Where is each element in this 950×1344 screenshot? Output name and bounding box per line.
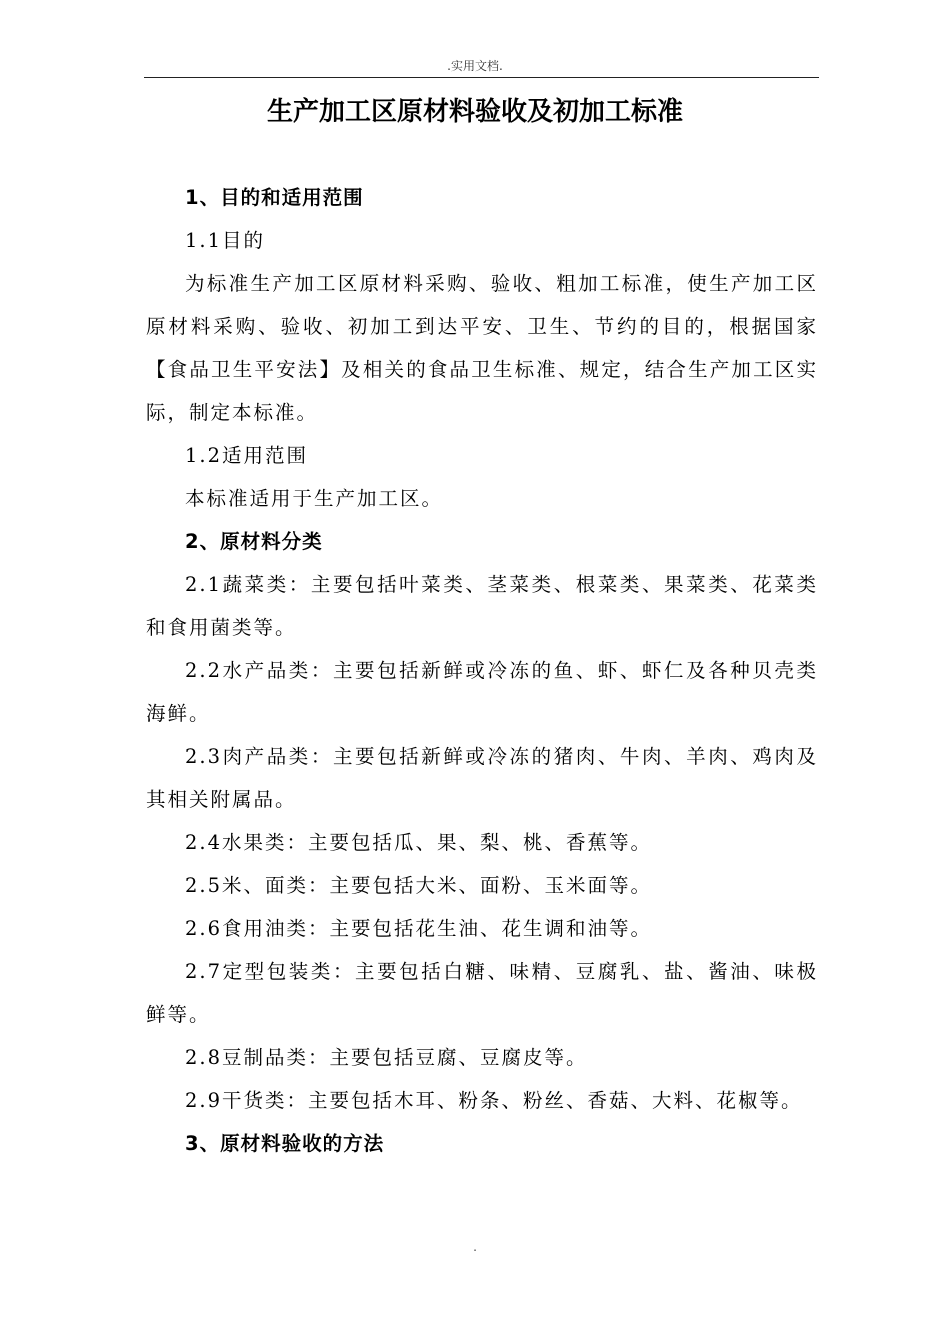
document-title: 生产加工区原材料验收及初加工标准 [266, 97, 683, 127]
section-1-2-paragraph: 本标准适用于生产加工区。 [185, 487, 444, 510]
section-3-heading: 3、原材料验收的方法 [185, 1132, 385, 1155]
section-1-2-heading: 1.2适用范围 [185, 444, 309, 467]
section-1-heading: 1、目的和适用范围 [185, 186, 364, 209]
section-2-heading: 2、原材料分类 [185, 530, 323, 553]
category-item: 2.9干货类：主要包括木耳、粉条、粉丝、香菇、大料、花椒等。 [185, 1089, 803, 1112]
footer-mark: . [473, 1240, 477, 1254]
category-item: 2.2水产品类：主要包括新鲜或冷冻的鱼、虾、虾仁及各种贝壳类海鲜。 [146, 659, 818, 725]
header-label: .实用文档. [447, 59, 503, 73]
header-divider [144, 77, 819, 78]
category-item: 2.7定型包装类：主要包括白糖、味精、豆腐乳、盐、酱油、味极鲜等。 [146, 960, 818, 1026]
category-item: 2.3肉产品类：主要包括新鲜或冷冻的猪肉、牛肉、羊肉、鸡肉及其相关附属品。 [146, 745, 818, 811]
category-item: 2.5米、面类：主要包括大米、面粉、玉米面等。 [185, 874, 653, 897]
section-1-1-heading: 1.1目的 [185, 229, 266, 252]
category-item: 2.4水果类：主要包括瓜、果、梨、桃、香蕉等。 [185, 831, 653, 854]
category-item: 2.8豆制品类：主要包括豆腐、豆腐皮等。 [185, 1046, 588, 1069]
category-item: 2.6食用油类：主要包括花生油、花生调和油等。 [185, 917, 653, 940]
document-body [146, 176, 818, 1165]
category-item: 2.1蔬菜类：主要包括叶菜类、茎菜类、根菜类、果菜类、花菜类和食用菌类等。 [146, 573, 818, 639]
section-1-1-paragraph: 为标准生产加工区原材料采购、验收、粗加工标准，使生产加工区原材料采购、验收、初加工到达平安、卫生、节约的目的，根据国家【食品卫生平安法】及相关的食品卫生标准、规定，结合生产加工区实际，制定本标准。 [146, 272, 818, 424]
